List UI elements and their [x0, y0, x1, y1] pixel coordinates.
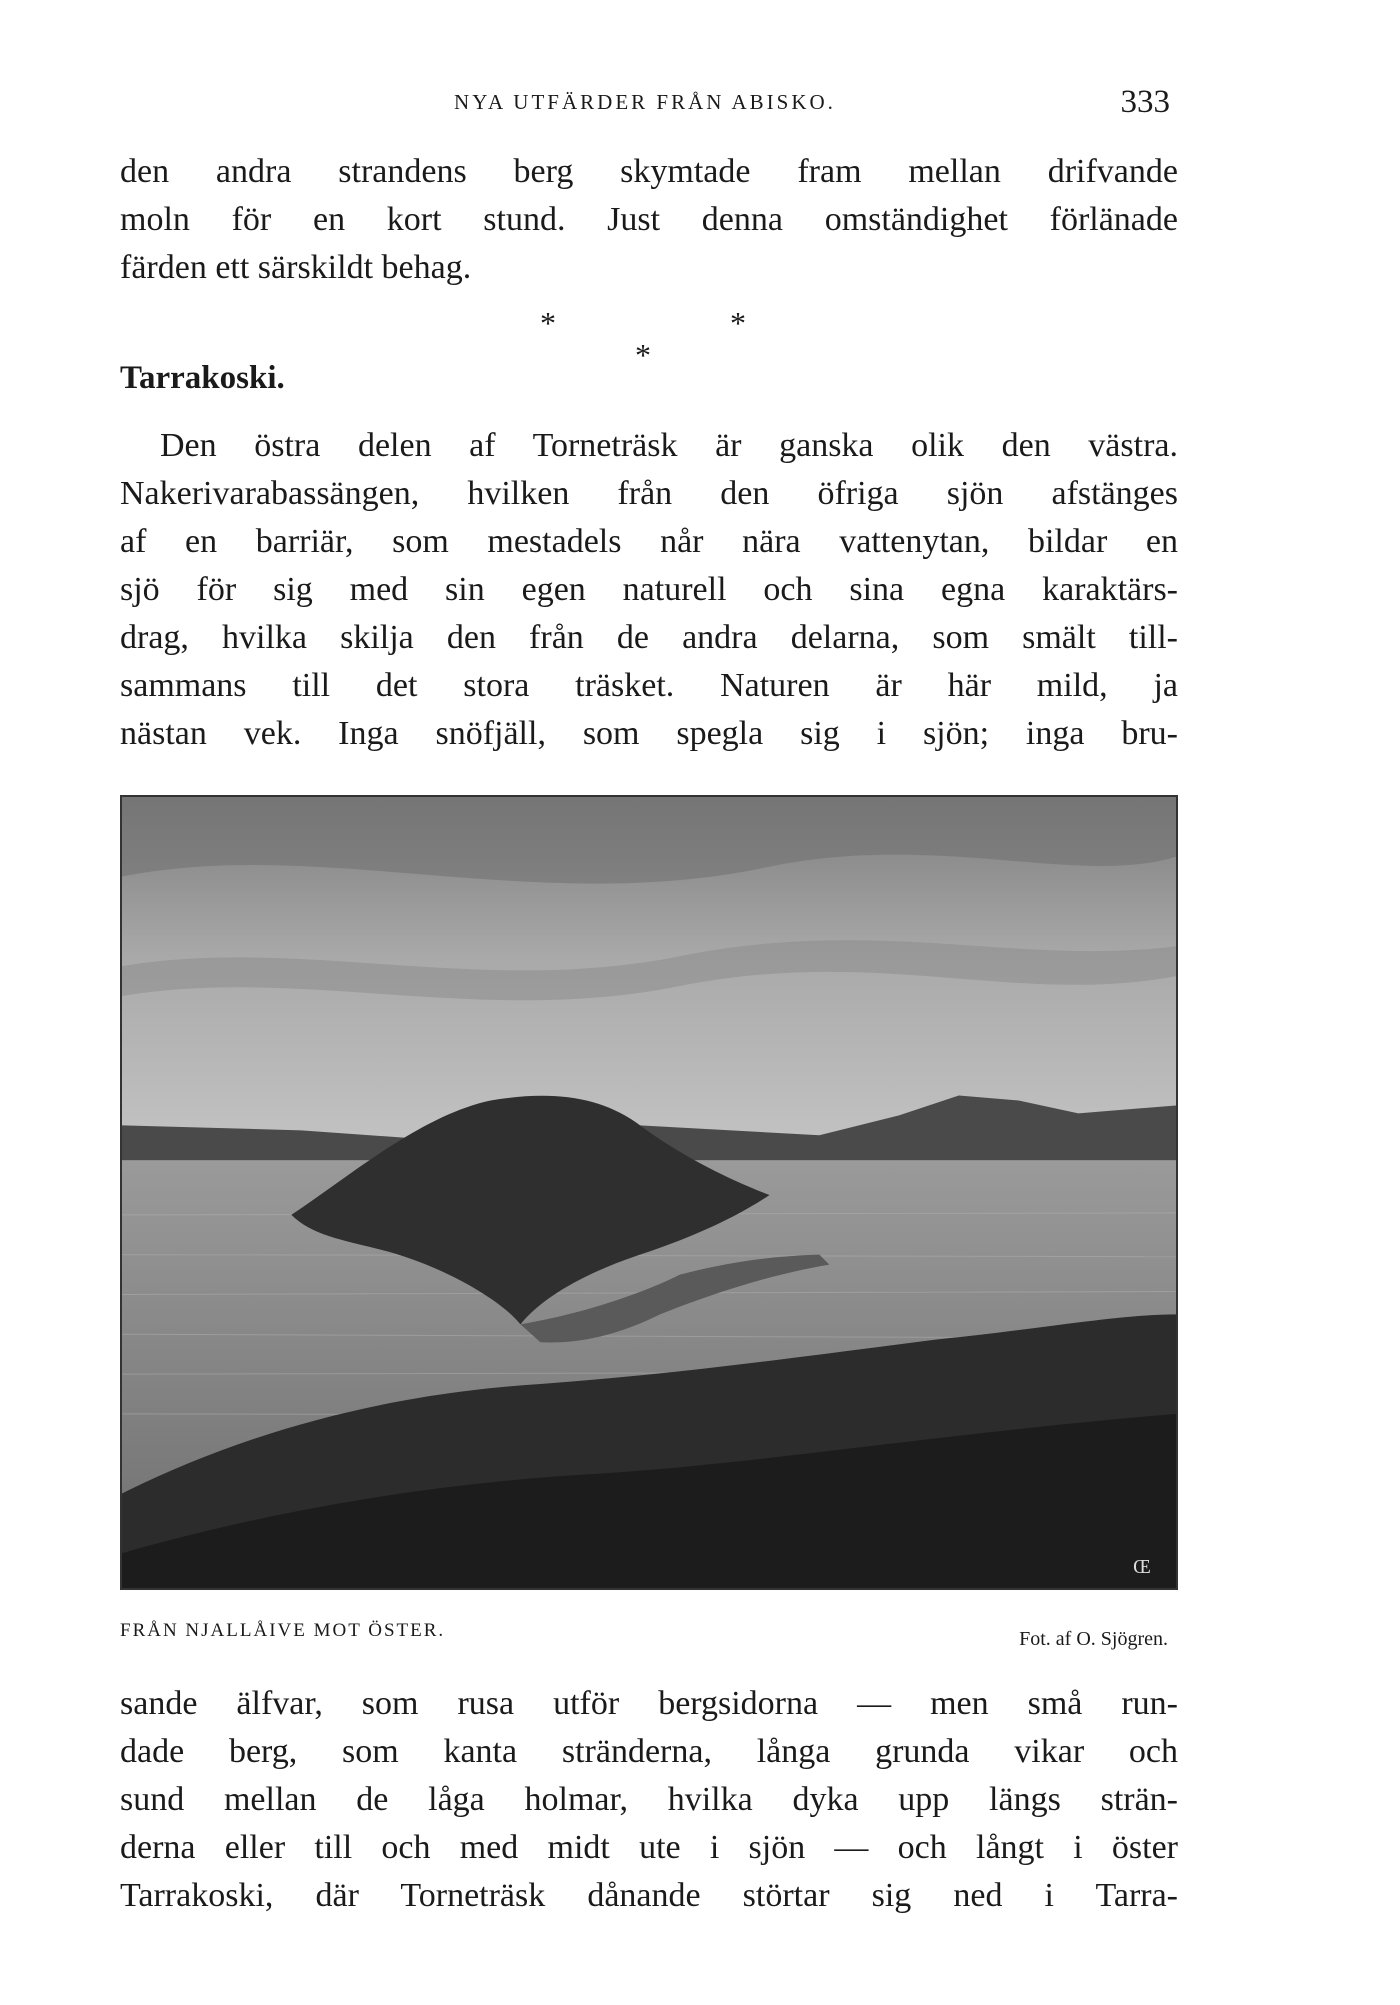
running-title: NYA UTFÄRDER FRÅN ABISKO. — [454, 90, 836, 114]
running-header — [120, 84, 1170, 124]
photo-illustration — [122, 797, 1176, 1588]
section-heading: Tarrakoski. — [120, 360, 285, 396]
text-line: sammans till det stora träsket. Naturen är här mild, ja — [120, 667, 1178, 704]
text-line: sande älfvar, som rusa utför bergsidorna — men små run- — [120, 1685, 1178, 1722]
asterisk: * — [540, 305, 556, 341]
text-line: dade berg, som kanta stränderna, långa grunda vikar och — [120, 1733, 1178, 1770]
text-line: Den östra delen af Torneträsk är ganska olik den västra. — [160, 427, 1178, 464]
text-line: nästan vek. Inga snöfjäll, som spegla sig i sjön; inga bru- — [120, 715, 1178, 752]
asterisk: * — [635, 337, 651, 373]
top-paragraph — [120, 148, 1178, 292]
photographer-monogram: Œ — [1133, 1556, 1151, 1579]
asterisk: * — [730, 305, 746, 341]
bottom-paragraph — [120, 1680, 1178, 1920]
text-line: drag, hvilka skilja den från de andra delarna, som smält till- — [120, 619, 1178, 656]
text-line: den andra strandens berg skymtade fram mellan drifvande — [120, 153, 1178, 190]
text-line: Tarrakoski, där Torneträsk dånande störtar sig ned i Tarra- — [120, 1877, 1178, 1914]
text-line: af en barriär, som mestadels når nära vattenytan, bildar en — [120, 523, 1178, 560]
text-line: moln för en kort stund. Just denna omständighet förlänade — [120, 201, 1178, 238]
photo-credit: Fot. af O. Sjögren. — [1019, 1628, 1168, 1650]
figure-caption: FRÅN NJALLÅIVE MOT ÖSTER. — [120, 1620, 446, 1641]
page-number: 333 — [1120, 84, 1170, 120]
text-line: färden ett särskildt behag. — [120, 249, 472, 286]
text-line: sund mellan de låga holmar, hvilka dyka upp längs strän- — [120, 1781, 1178, 1818]
text-line: derna eller till och med midt ute i sjön — och långt i öster — [120, 1829, 1178, 1866]
text-line: sjö för sig med sin egen naturell och sina egna karaktärs- — [120, 571, 1178, 608]
landscape-photograph — [120, 795, 1178, 1590]
text-line: Nakerivarabassängen, hvilken från den öfriga sjön afstänges — [120, 475, 1178, 512]
section-paragraph — [120, 422, 1178, 758]
